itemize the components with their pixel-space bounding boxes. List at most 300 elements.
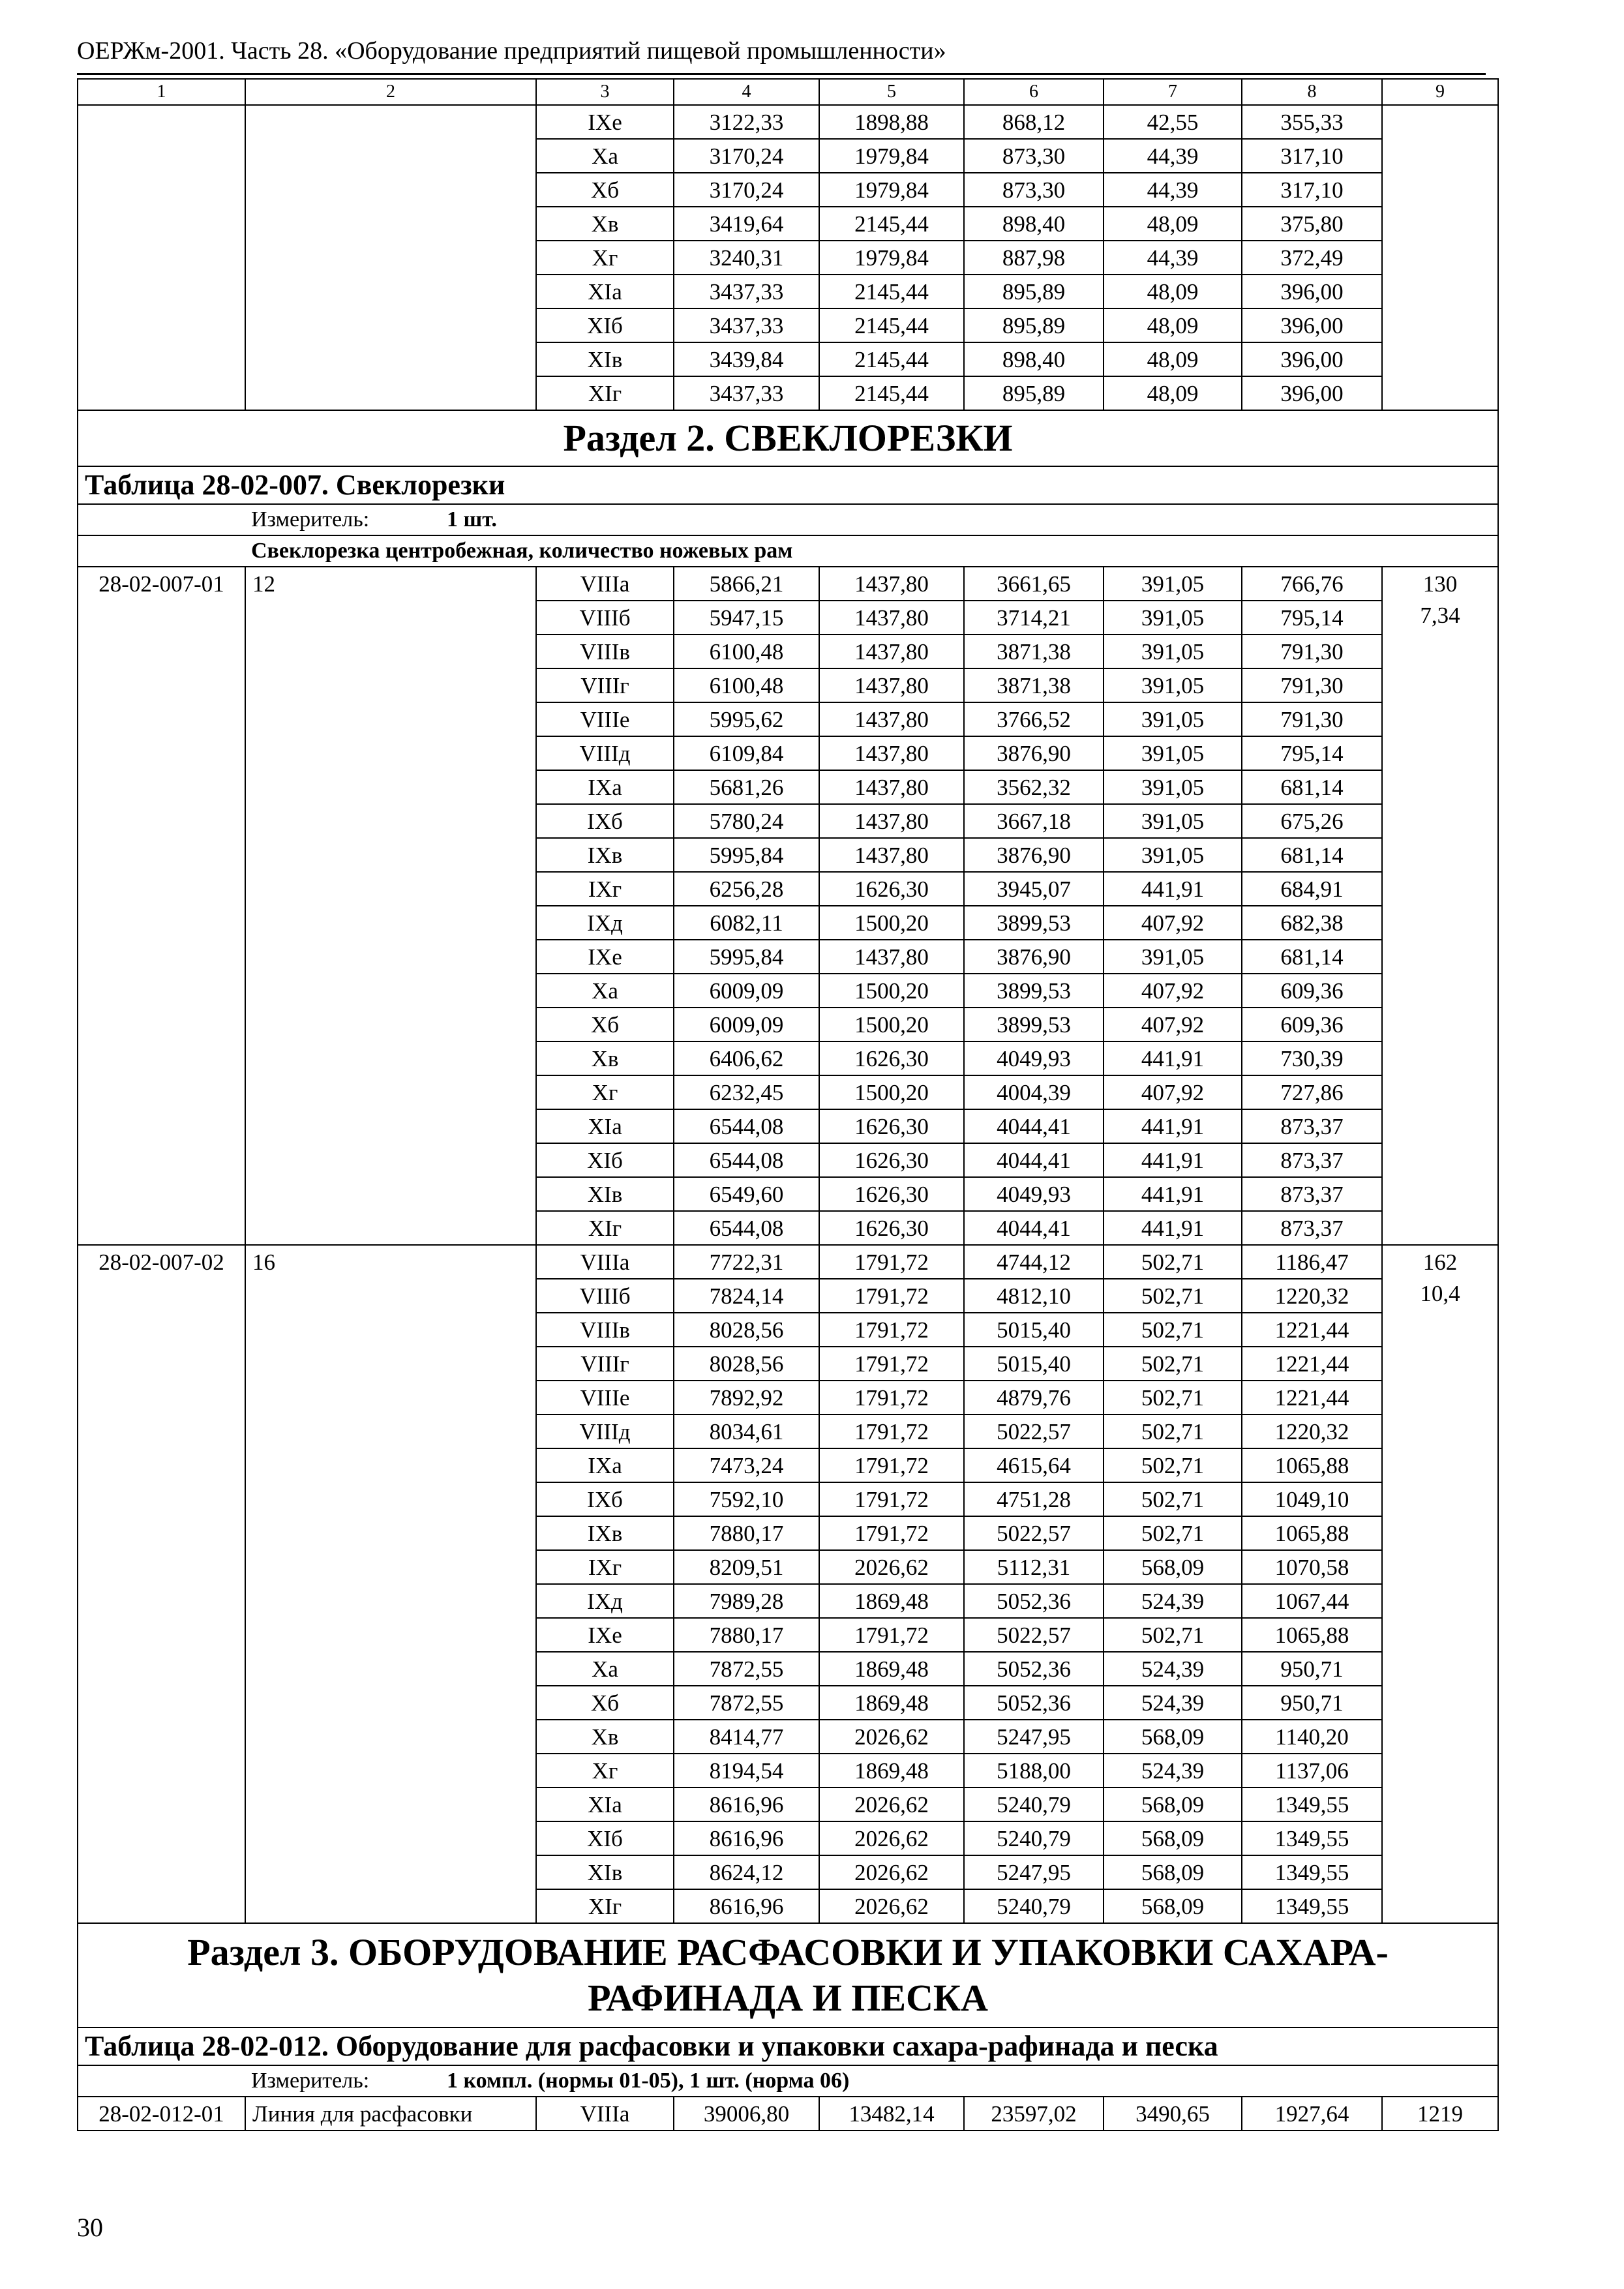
- value-cell: 4751,28: [964, 1482, 1104, 1516]
- zone-cell: Xб: [536, 173, 674, 207]
- value-cell: 1049,10: [1242, 1482, 1382, 1516]
- value-cell: 6109,84: [674, 736, 819, 770]
- value-cell: 1220,32: [1242, 1414, 1382, 1448]
- zone-cell: IXб: [536, 1482, 674, 1516]
- value-cell: 7872,55: [674, 1652, 819, 1686]
- zone-cell: IXв: [536, 838, 674, 872]
- zone-cell: XIб: [536, 308, 674, 342]
- value-cell: 3170,24: [674, 173, 819, 207]
- section-title: Раздел 2. СВЕКЛОРЕЗКИ: [78, 410, 1498, 466]
- table-row: [78, 2097, 1498, 2131]
- value-cell: 7592,10: [674, 1482, 819, 1516]
- value-cell: 8194,54: [674, 1754, 819, 1788]
- value-cell: 887,98: [964, 241, 1104, 275]
- column-number: 9: [1382, 79, 1498, 105]
- zone-cell: VIIIб: [536, 601, 674, 635]
- value-cell: 8209,51: [674, 1550, 819, 1584]
- value-cell: 441,91: [1104, 1177, 1242, 1211]
- measure-line-row: [78, 504, 1498, 535]
- value-cell: 396,00: [1242, 308, 1382, 342]
- value-cell: 8616,96: [674, 1788, 819, 1821]
- group-subtitle-row: [78, 535, 1498, 567]
- header-rule: [77, 73, 1486, 75]
- value-cell: 1437,80: [819, 567, 964, 601]
- value-cell: 4044,41: [964, 1109, 1104, 1143]
- measure-label: Измеритель:: [251, 2069, 370, 2093]
- value-cell: 7880,17: [674, 1516, 819, 1550]
- value-cell: 391,05: [1104, 940, 1242, 974]
- value-cell: 317,10: [1242, 139, 1382, 173]
- value-cell: 1437,80: [819, 804, 964, 838]
- value-cell: 609,36: [1242, 1008, 1382, 1041]
- zone-cell: IXд: [536, 906, 674, 940]
- section-title-row: [78, 1923, 1498, 2027]
- zone-cell: VIIIб: [536, 1279, 674, 1313]
- value-cell: 8034,61: [674, 1414, 819, 1448]
- value-cell: 3439,84: [674, 342, 819, 376]
- value-cell: 1791,72: [819, 1618, 964, 1652]
- zone-cell: VIIIе: [536, 1381, 674, 1414]
- value-cell: 898,40: [964, 207, 1104, 241]
- value-cell: 5015,40: [964, 1347, 1104, 1381]
- value-cell: 2145,44: [819, 207, 964, 241]
- value-cell: 730,39: [1242, 1041, 1382, 1075]
- value-cell: 502,71: [1104, 1347, 1242, 1381]
- value-cell: 502,71: [1104, 1381, 1242, 1414]
- value-cell: 3945,07: [964, 872, 1104, 906]
- zone-cell: VIIIе: [536, 702, 674, 736]
- value-cell: 8028,56: [674, 1347, 819, 1381]
- value-cell: 407,92: [1104, 974, 1242, 1008]
- value-cell: 895,89: [964, 376, 1104, 410]
- value-cell: 6100,48: [674, 635, 819, 668]
- value-cell: 1500,20: [819, 1008, 964, 1041]
- value-cell: 1065,88: [1242, 1618, 1382, 1652]
- zone-cell: Xв: [536, 1041, 674, 1075]
- value-cell: 1869,48: [819, 1652, 964, 1686]
- value-cell: 3899,53: [964, 906, 1104, 940]
- zone-cell: VIIIг: [536, 1347, 674, 1381]
- value-cell: 5188,00: [964, 1754, 1104, 1788]
- value-cell: 4049,93: [964, 1041, 1104, 1075]
- zone-cell: VIIIа: [536, 2097, 674, 2131]
- value-cell: 1065,88: [1242, 1516, 1382, 1550]
- misc-value: 7,34: [1420, 603, 1460, 628]
- value-cell: 355,33: [1242, 105, 1382, 139]
- value-cell: 3871,38: [964, 635, 1104, 668]
- value-cell: 898,40: [964, 342, 1104, 376]
- value-cell: 1979,84: [819, 241, 964, 275]
- value-cell: 391,05: [1104, 804, 1242, 838]
- value-cell: 1626,30: [819, 1177, 964, 1211]
- value-cell: 3437,33: [674, 308, 819, 342]
- estimate-table: [77, 78, 1499, 2131]
- zone-cell: IXа: [536, 770, 674, 804]
- value-cell: 5052,36: [964, 1584, 1104, 1618]
- value-cell: 682,38: [1242, 906, 1382, 940]
- value-cell: 372,49: [1242, 241, 1382, 275]
- value-cell: 6009,09: [674, 974, 819, 1008]
- value-cell: 3562,32: [964, 770, 1104, 804]
- value-cell: 524,39: [1104, 1652, 1242, 1686]
- value-cell: 681,14: [1242, 770, 1382, 804]
- value-cell: 3899,53: [964, 974, 1104, 1008]
- value-cell: 4879,76: [964, 1381, 1104, 1414]
- value-cell: 1791,72: [819, 1381, 964, 1414]
- value-cell: 1979,84: [819, 139, 964, 173]
- value-cell: 3876,90: [964, 940, 1104, 974]
- value-cell: 1500,20: [819, 1075, 964, 1109]
- value-cell: 568,09: [1104, 1889, 1242, 1923]
- zone-cell: Xа: [536, 1652, 674, 1686]
- value-cell: 609,36: [1242, 974, 1382, 1008]
- misc-value: 10,4: [1420, 1281, 1460, 1306]
- value-cell: 502,71: [1104, 1448, 1242, 1482]
- value-cell: 7880,17: [674, 1618, 819, 1652]
- value-cell: 502,71: [1104, 1414, 1242, 1448]
- value-cell: 1500,20: [819, 974, 964, 1008]
- name-cell: [245, 105, 536, 410]
- zone-cell: XIг: [536, 376, 674, 410]
- value-cell: 1349,55: [1242, 1821, 1382, 1855]
- zone-cell: IXг: [536, 1550, 674, 1584]
- value-cell: 502,71: [1104, 1516, 1242, 1550]
- value-cell: 4049,93: [964, 1177, 1104, 1211]
- value-cell: 5247,95: [964, 1855, 1104, 1889]
- value-cell: 1137,06: [1242, 1754, 1382, 1788]
- value-cell: 873,37: [1242, 1143, 1382, 1177]
- code-cell: 28-02-007-02: [78, 1245, 245, 1923]
- value-cell: 873,37: [1242, 1211, 1382, 1245]
- value-cell: 1626,30: [819, 872, 964, 906]
- value-cell: 5780,24: [674, 804, 819, 838]
- value-cell: 1869,48: [819, 1754, 964, 1788]
- value-cell: 7872,55: [674, 1686, 819, 1720]
- column-number-row: [78, 79, 1498, 105]
- zone-cell: Xа: [536, 974, 674, 1008]
- zone-cell: VIIIв: [536, 635, 674, 668]
- value-cell: 2145,44: [819, 342, 964, 376]
- value-cell: 3876,90: [964, 736, 1104, 770]
- value-cell: 42,55: [1104, 105, 1242, 139]
- column-number: 4: [674, 79, 819, 105]
- table-title-row: [78, 466, 1498, 504]
- table-title: Таблица 28-02-007. Свеклорезки: [78, 466, 1498, 504]
- measure-value: 1 компл. (нормы 01-05), 1 шт. (норма 06): [447, 2069, 850, 2093]
- value-cell: 568,09: [1104, 1855, 1242, 1889]
- zone-cell: XIв: [536, 342, 674, 376]
- value-cell: 5022,57: [964, 1414, 1104, 1448]
- misc-cell: [1382, 105, 1498, 410]
- value-cell: 1869,48: [819, 1686, 964, 1720]
- value-cell: 1791,72: [819, 1245, 964, 1279]
- zone-cell: IXе: [536, 105, 674, 139]
- value-cell: 1626,30: [819, 1211, 964, 1245]
- value-cell: 3437,33: [674, 275, 819, 308]
- measure-value: 1 шт.: [447, 507, 497, 531]
- value-cell: 791,30: [1242, 668, 1382, 702]
- value-cell: 1140,20: [1242, 1720, 1382, 1754]
- value-cell: 4744,12: [964, 1245, 1104, 1279]
- value-cell: 2026,62: [819, 1855, 964, 1889]
- value-cell: 1626,30: [819, 1041, 964, 1075]
- column-number: 1: [78, 79, 245, 105]
- value-cell: 1791,72: [819, 1448, 964, 1482]
- value-cell: 6406,62: [674, 1041, 819, 1075]
- value-cell: 5681,26: [674, 770, 819, 804]
- value-cell: 44,39: [1104, 173, 1242, 207]
- value-cell: 791,30: [1242, 635, 1382, 668]
- value-cell: 396,00: [1242, 342, 1382, 376]
- measure-line: [78, 504, 1498, 535]
- value-cell: 6256,28: [674, 872, 819, 906]
- page-header: ОЕРЖм-2001. Часть 28. «Оборудование предприятий пищевой промышленности»: [77, 37, 946, 65]
- value-cell: 3419,64: [674, 207, 819, 241]
- value-cell: 1626,30: [819, 1143, 964, 1177]
- value-cell: 1791,72: [819, 1279, 964, 1313]
- value-cell: 4044,41: [964, 1211, 1104, 1245]
- value-cell: 5240,79: [964, 1889, 1104, 1923]
- value-cell: 2026,62: [819, 1788, 964, 1821]
- value-cell: 1791,72: [819, 1313, 964, 1347]
- value-cell: 5247,95: [964, 1720, 1104, 1754]
- value-cell: 6544,08: [674, 1211, 819, 1245]
- section-title-row: [78, 410, 1498, 466]
- column-number: 3: [536, 79, 674, 105]
- zone-cell: XIа: [536, 1788, 674, 1821]
- value-cell: 5052,36: [964, 1652, 1104, 1686]
- zone-cell: XIб: [536, 1821, 674, 1855]
- value-cell: 5995,84: [674, 940, 819, 974]
- table-row: [78, 1245, 1498, 1279]
- value-cell: 1221,44: [1242, 1347, 1382, 1381]
- value-cell: 1220,32: [1242, 1279, 1382, 1313]
- value-cell: 681,14: [1242, 838, 1382, 872]
- value-cell: 23597,02: [964, 2097, 1104, 2131]
- value-cell: 1437,80: [819, 940, 964, 974]
- value-cell: 1791,72: [819, 1516, 964, 1550]
- value-cell: 1221,44: [1242, 1313, 1382, 1347]
- value-cell: 407,92: [1104, 906, 1242, 940]
- section-title: Раздел 3. ОБОРУДОВАНИЕ РАСФАСОВКИ И УПАКОВКИ САХАРА-РАФИНАДА И ПЕСКА: [78, 1923, 1498, 2027]
- value-cell: 795,14: [1242, 736, 1382, 770]
- value-cell: 391,05: [1104, 702, 1242, 736]
- value-cell: 5022,57: [964, 1618, 1104, 1652]
- value-cell: 44,39: [1104, 241, 1242, 275]
- zone-cell: Xа: [536, 139, 674, 173]
- value-cell: 407,92: [1104, 1008, 1242, 1041]
- name-cell: 12: [245, 567, 536, 1245]
- value-cell: 1791,72: [819, 1482, 964, 1516]
- value-cell: 2026,62: [819, 1550, 964, 1584]
- value-cell: 391,05: [1104, 668, 1242, 702]
- value-cell: 1065,88: [1242, 1448, 1382, 1482]
- zone-cell: IXе: [536, 940, 674, 974]
- value-cell: 568,09: [1104, 1550, 1242, 1584]
- table-row: [78, 567, 1498, 601]
- value-cell: 502,71: [1104, 1245, 1242, 1279]
- value-cell: 391,05: [1104, 838, 1242, 872]
- value-cell: 3122,33: [674, 105, 819, 139]
- value-cell: 895,89: [964, 308, 1104, 342]
- value-cell: 4044,41: [964, 1143, 1104, 1177]
- zone-cell: VIIIд: [536, 736, 674, 770]
- value-cell: 568,09: [1104, 1788, 1242, 1821]
- value-cell: 791,30: [1242, 702, 1382, 736]
- column-number: 2: [245, 79, 536, 105]
- value-cell: 1437,80: [819, 702, 964, 736]
- value-cell: 684,91: [1242, 872, 1382, 906]
- value-cell: 2026,62: [819, 1821, 964, 1855]
- zone-cell: Xв: [536, 207, 674, 241]
- value-cell: 1437,80: [819, 601, 964, 635]
- value-cell: 502,71: [1104, 1279, 1242, 1313]
- value-cell: 1349,55: [1242, 1855, 1382, 1889]
- value-cell: 6100,48: [674, 668, 819, 702]
- zone-cell: XIа: [536, 275, 674, 308]
- zone-cell: VIIIа: [536, 1245, 674, 1279]
- value-cell: 391,05: [1104, 567, 1242, 601]
- value-cell: 524,39: [1104, 1754, 1242, 1788]
- code-cell: 28-02-012-01: [78, 2097, 245, 2131]
- zone-cell: IXе: [536, 1618, 674, 1652]
- value-cell: 6549,60: [674, 1177, 819, 1211]
- value-cell: 3899,53: [964, 1008, 1104, 1041]
- zone-cell: IXд: [536, 1584, 674, 1618]
- value-cell: 6082,11: [674, 906, 819, 940]
- value-cell: 441,91: [1104, 1109, 1242, 1143]
- value-cell: 1437,80: [819, 736, 964, 770]
- value-cell: 396,00: [1242, 275, 1382, 308]
- value-cell: 1791,72: [819, 1347, 964, 1381]
- value-cell: 3170,24: [674, 139, 819, 173]
- value-cell: 6544,08: [674, 1109, 819, 1143]
- value-cell: 441,91: [1104, 872, 1242, 906]
- value-cell: 568,09: [1104, 1821, 1242, 1855]
- page-number: 30: [77, 2213, 103, 2242]
- value-cell: 727,86: [1242, 1075, 1382, 1109]
- value-cell: 48,09: [1104, 207, 1242, 241]
- value-cell: 1437,80: [819, 838, 964, 872]
- value-cell: 441,91: [1104, 1143, 1242, 1177]
- value-cell: 441,91: [1104, 1211, 1242, 1245]
- value-cell: 795,14: [1242, 601, 1382, 635]
- value-cell: 950,71: [1242, 1652, 1382, 1686]
- value-cell: 48,09: [1104, 308, 1242, 342]
- zone-cell: Xб: [536, 1686, 674, 1720]
- zone-cell: XIв: [536, 1177, 674, 1211]
- value-cell: 5240,79: [964, 1788, 1104, 1821]
- value-cell: 3667,18: [964, 804, 1104, 838]
- zone-cell: VIIIв: [536, 1313, 674, 1347]
- value-cell: 5947,15: [674, 601, 819, 635]
- value-cell: 502,71: [1104, 1313, 1242, 1347]
- value-cell: 1067,44: [1242, 1584, 1382, 1618]
- value-cell: 13482,14: [819, 2097, 964, 2131]
- value-cell: 2026,62: [819, 1889, 964, 1923]
- value-cell: 1349,55: [1242, 1889, 1382, 1923]
- value-cell: 524,39: [1104, 1686, 1242, 1720]
- value-cell: 1791,72: [819, 1414, 964, 1448]
- measure-line: [78, 2065, 1498, 2097]
- value-cell: 391,05: [1104, 770, 1242, 804]
- zone-cell: XIв: [536, 1855, 674, 1889]
- zone-cell: Xг: [536, 1075, 674, 1109]
- name-cell: 16: [245, 1245, 536, 1923]
- value-cell: 5240,79: [964, 1821, 1104, 1855]
- value-cell: 8616,96: [674, 1821, 819, 1855]
- value-cell: 502,71: [1104, 1618, 1242, 1652]
- value-cell: 7892,92: [674, 1381, 819, 1414]
- value-cell: 873,37: [1242, 1177, 1382, 1211]
- zone-cell: XIб: [536, 1143, 674, 1177]
- value-cell: 950,71: [1242, 1686, 1382, 1720]
- value-cell: 1349,55: [1242, 1788, 1382, 1821]
- value-cell: 375,80: [1242, 207, 1382, 241]
- misc-cell: [1382, 1245, 1498, 1923]
- value-cell: 568,09: [1104, 1720, 1242, 1754]
- value-cell: 3714,21: [964, 601, 1104, 635]
- misc-cell: 1219: [1382, 2097, 1498, 2131]
- value-cell: 4812,10: [964, 1279, 1104, 1313]
- value-cell: 675,26: [1242, 804, 1382, 838]
- zone-cell: Xг: [536, 1754, 674, 1788]
- value-cell: 5866,21: [674, 567, 819, 601]
- value-cell: 8414,77: [674, 1720, 819, 1754]
- value-cell: 2145,44: [819, 308, 964, 342]
- value-cell: 1070,58: [1242, 1550, 1382, 1584]
- value-cell: 48,09: [1104, 275, 1242, 308]
- zone-cell: IXв: [536, 1516, 674, 1550]
- value-cell: 895,89: [964, 275, 1104, 308]
- measure-label: Измеритель:: [251, 507, 370, 531]
- value-cell: 3490,65: [1104, 2097, 1242, 2131]
- misc-cell: [1382, 567, 1498, 1245]
- value-cell: 873,30: [964, 139, 1104, 173]
- value-cell: 502,71: [1104, 1482, 1242, 1516]
- value-cell: 441,91: [1104, 1041, 1242, 1075]
- value-cell: 396,00: [1242, 376, 1382, 410]
- value-cell: 4004,39: [964, 1075, 1104, 1109]
- value-cell: 3240,31: [674, 241, 819, 275]
- value-cell: 873,30: [964, 173, 1104, 207]
- value-cell: 317,10: [1242, 173, 1382, 207]
- value-cell: 1898,88: [819, 105, 964, 139]
- value-cell: 7989,28: [674, 1584, 819, 1618]
- value-cell: 8028,56: [674, 1313, 819, 1347]
- value-cell: 5112,31: [964, 1550, 1104, 1584]
- value-cell: 2145,44: [819, 376, 964, 410]
- value-cell: 5052,36: [964, 1686, 1104, 1720]
- value-cell: 3437,33: [674, 376, 819, 410]
- zone-cell: IXг: [536, 872, 674, 906]
- value-cell: 1927,64: [1242, 2097, 1382, 2131]
- value-cell: 1221,44: [1242, 1381, 1382, 1414]
- zone-cell: XIг: [536, 1211, 674, 1245]
- value-cell: 3876,90: [964, 838, 1104, 872]
- code-cell: 28-02-007-01: [78, 567, 245, 1245]
- estimate-table-body: [78, 79, 1498, 2131]
- value-cell: 7824,14: [674, 1279, 819, 1313]
- value-cell: 766,76: [1242, 567, 1382, 601]
- table-row: [78, 105, 1498, 139]
- zone-cell: IXа: [536, 1448, 674, 1482]
- value-cell: 6544,08: [674, 1143, 819, 1177]
- value-cell: 407,92: [1104, 1075, 1242, 1109]
- zone-cell: XIг: [536, 1889, 674, 1923]
- value-cell: 2145,44: [819, 275, 964, 308]
- value-cell: 2026,62: [819, 1720, 964, 1754]
